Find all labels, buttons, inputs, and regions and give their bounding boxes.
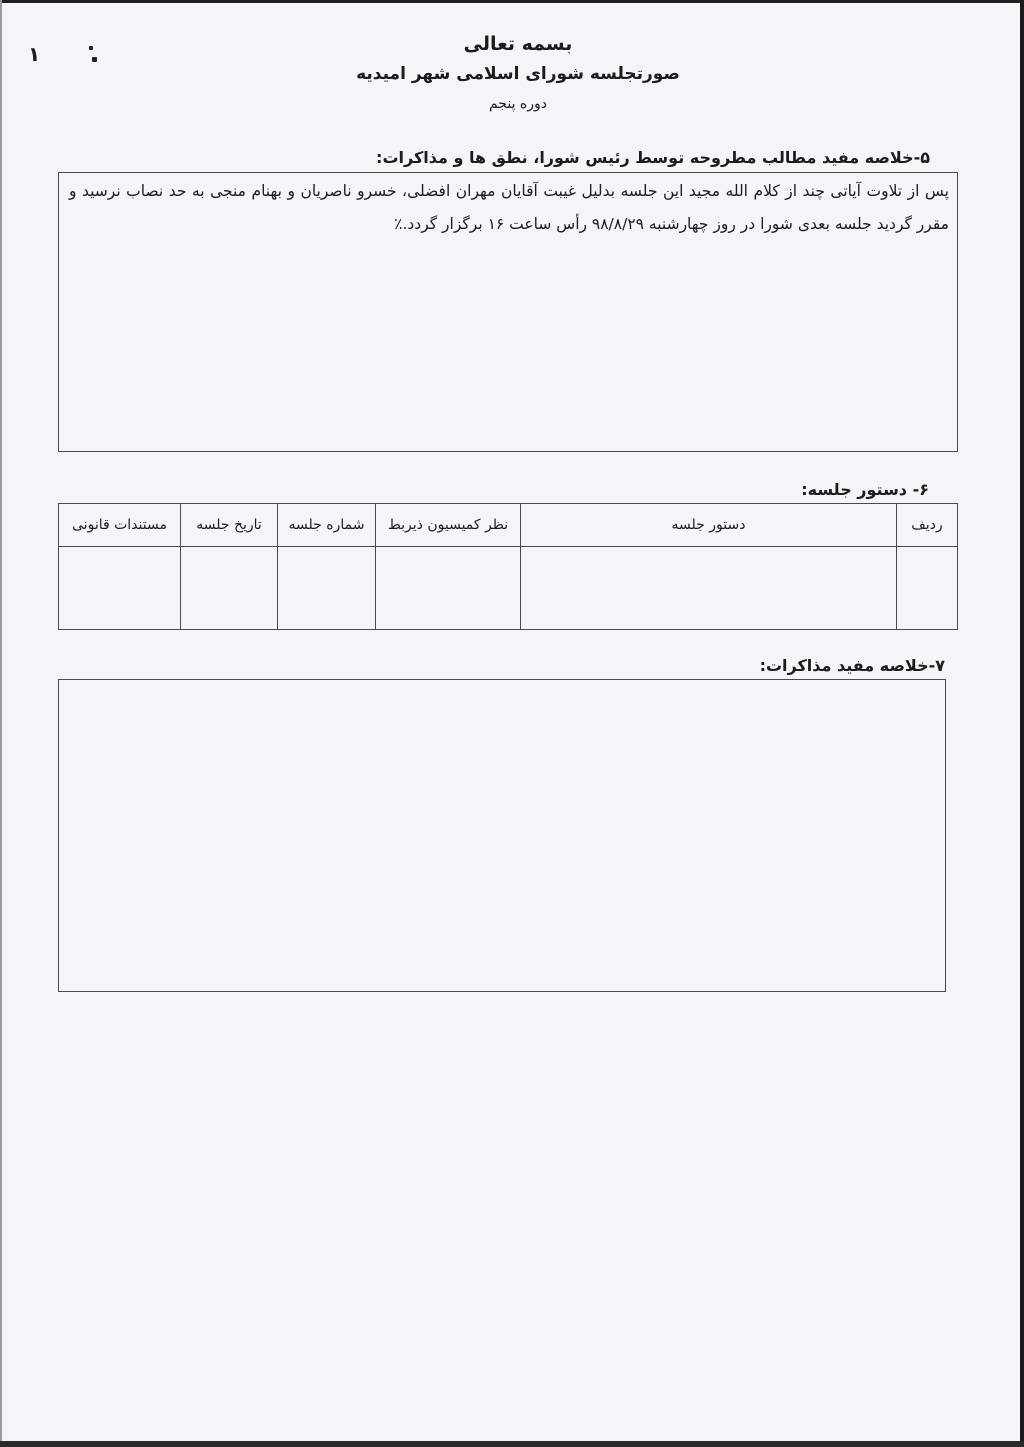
col-commission-opinion: نظر کمیسیون ذیربط [376, 504, 521, 547]
section-5-box [58, 172, 958, 452]
table-cell [181, 547, 278, 630]
page-number: ۱ [28, 42, 41, 66]
scan-speck [92, 57, 97, 62]
header-term: دوره پنجم [488, 96, 548, 112]
col-legal-documents: مستندات قانونی [59, 504, 181, 547]
page-edge-left [0, 0, 2, 1447]
section-7-body [59, 680, 945, 682]
page-edge-bottom [0, 1441, 1024, 1447]
table-cell [376, 547, 521, 630]
table-cell [278, 547, 376, 630]
section-7-box [58, 679, 946, 992]
section-5-body: پس از تلاوت آیاتی چند از کلام الله مجید این جلسه بدلیل غیبت آقایان مهران افضلی، خسرو ناصریان و بهنام منجی به حد نصاب نرسید و مقرر گردید جلسه بعدی شورا در روز چهارشنبه ۹۸/۸/۲۹ رأس ساعت ۱۶ برگزار گردد.٪ [69, 182, 949, 233]
col-session-number: شماره جلسه [278, 504, 376, 547]
col-session-date: تاریخ جلسه [181, 504, 278, 547]
table-cell [521, 547, 897, 630]
table-cell [897, 547, 958, 630]
section-7-heading: ۷-خلاصه مفید مذاکرات: [759, 656, 945, 675]
header-title: بسمه تعالی [463, 33, 573, 55]
table-row [59, 547, 958, 630]
table-cell [59, 547, 181, 630]
section-6-heading: ۶- دستور جلسه: [801, 480, 929, 499]
section-5-heading: ۵-خلاصه مفید مطالب مطروحه توسط رئیس شورا، نطق ها و مذاکرات: [376, 148, 930, 167]
col-row-number: ردیف [897, 504, 958, 547]
agenda-table [58, 503, 958, 630]
header-subtitle: صورتجلسه شورای اسلامی شهر امیدیه [356, 64, 680, 84]
page-edge-right [1020, 0, 1024, 1447]
agenda-header-row [59, 504, 958, 547]
col-agenda: دستور جلسه [521, 504, 897, 547]
page-edge-top [0, 0, 1024, 3]
